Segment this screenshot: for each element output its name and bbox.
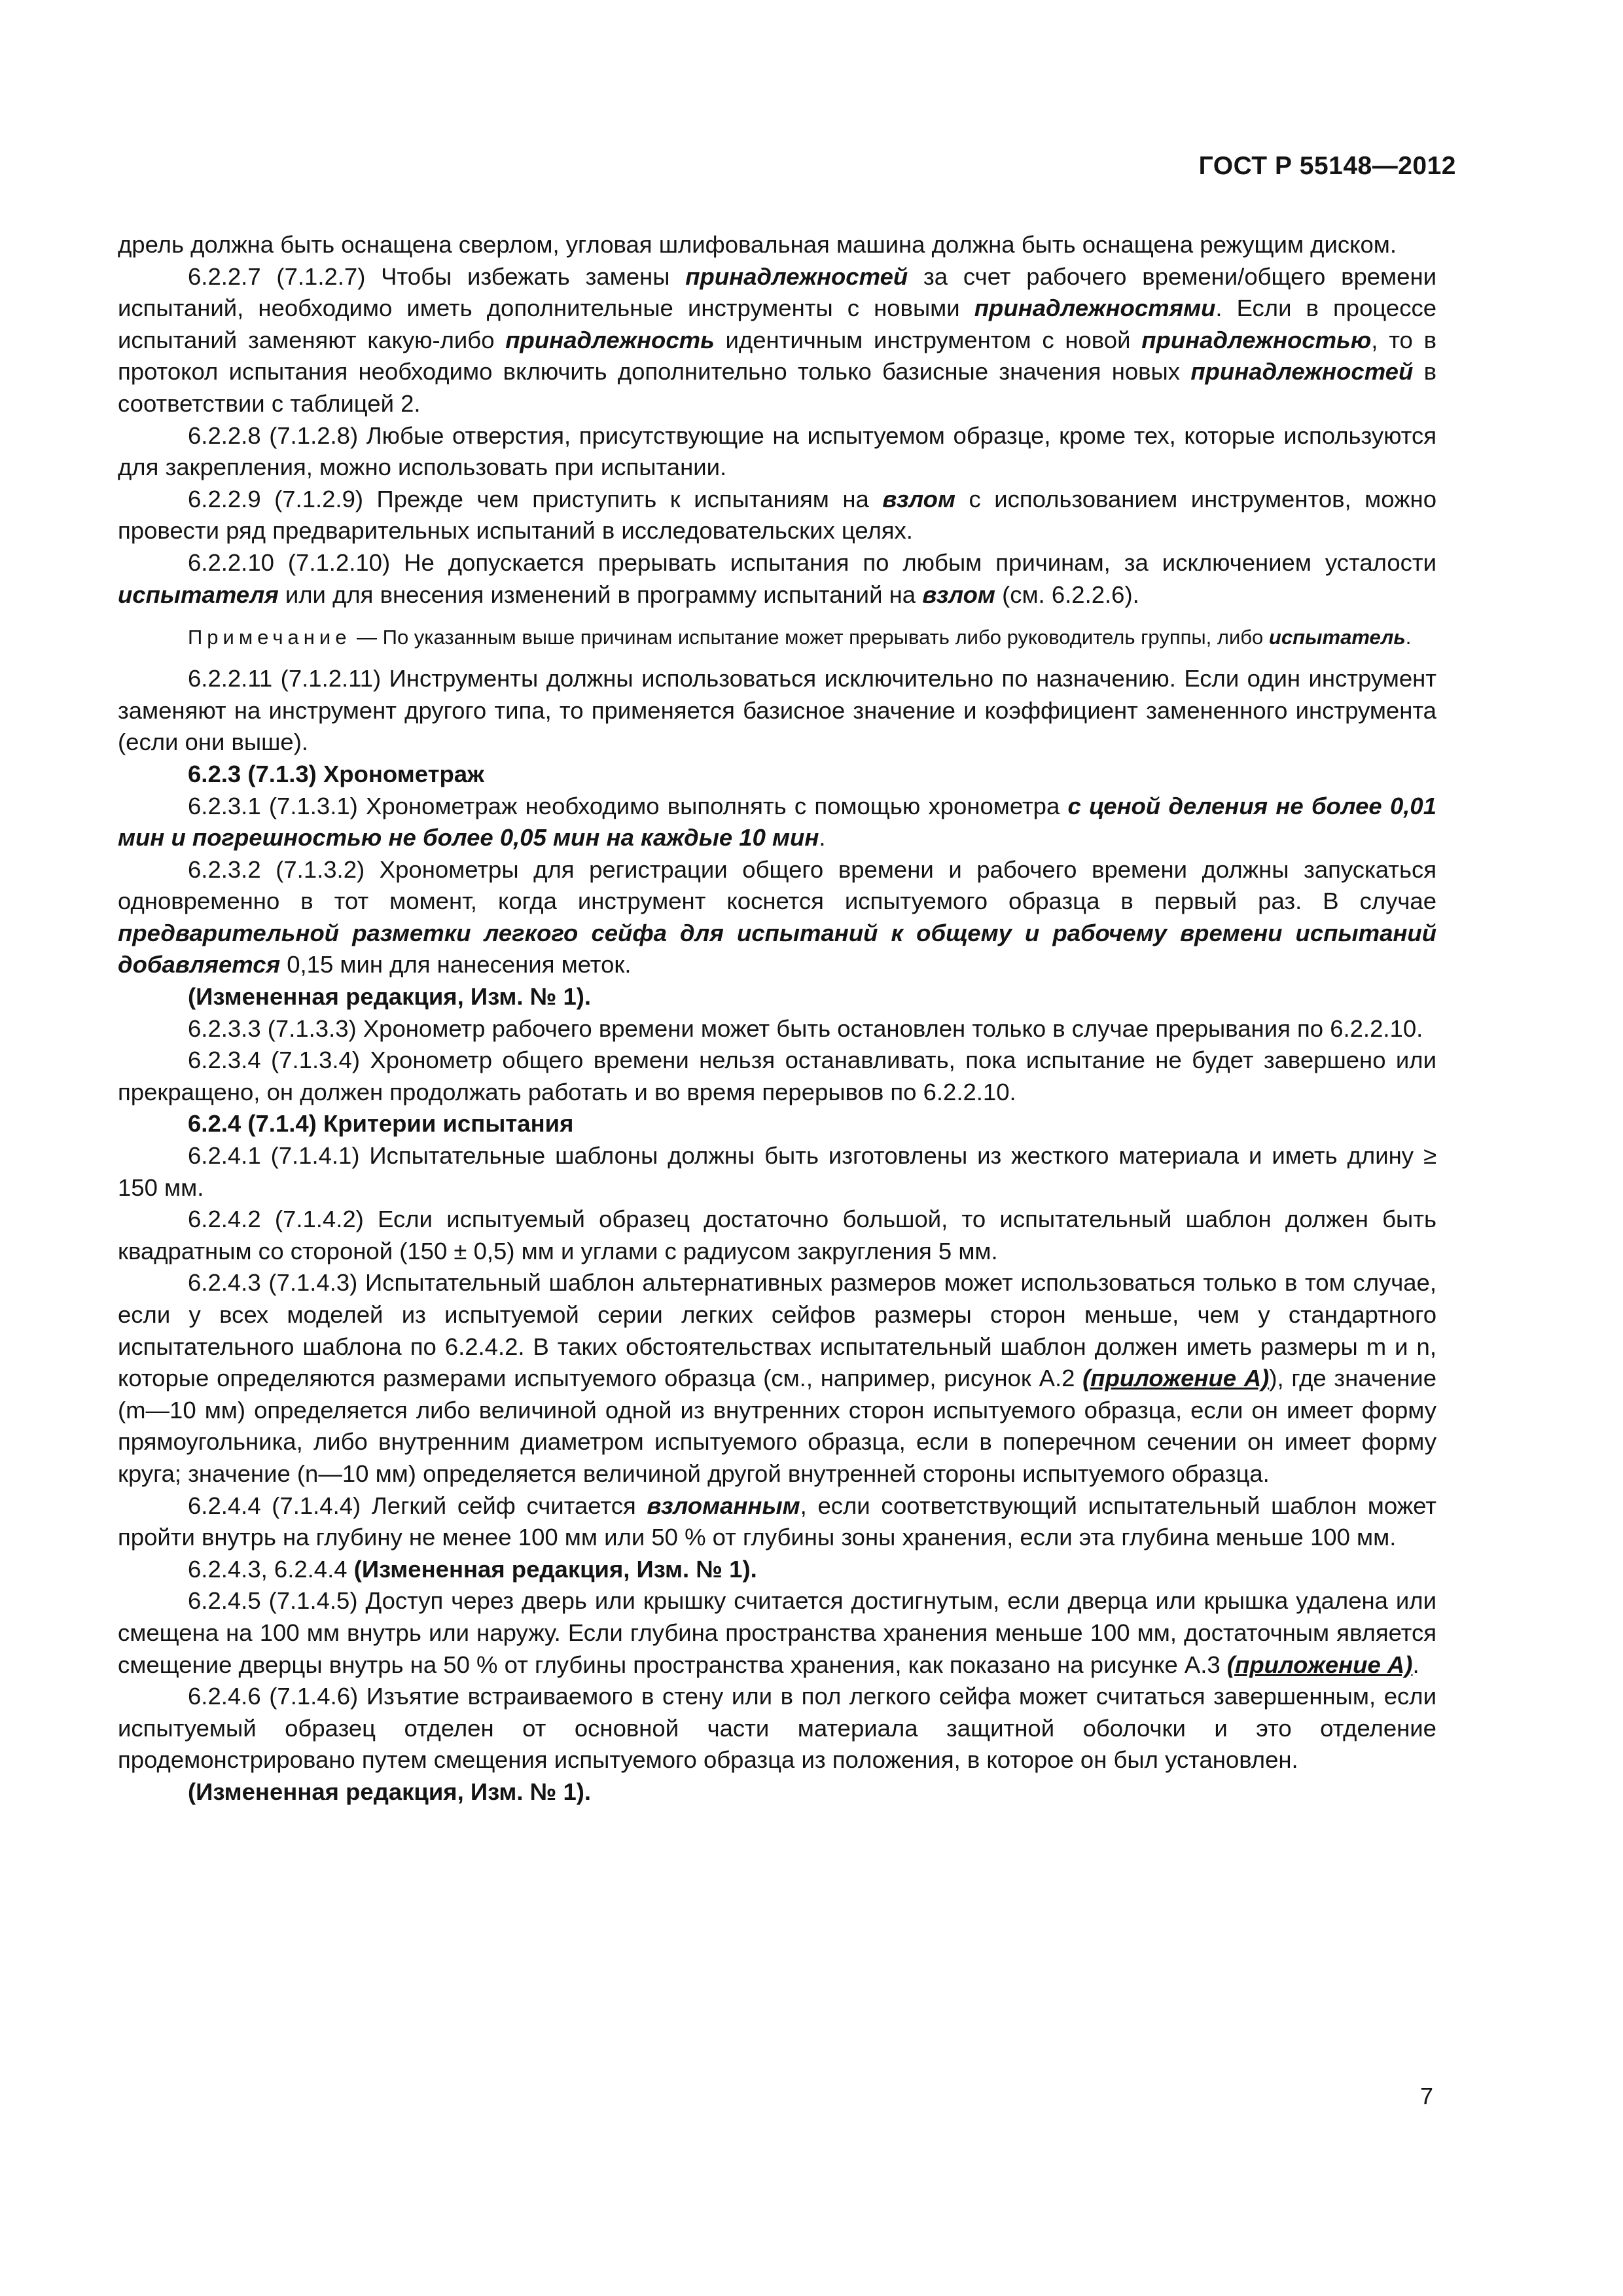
document-header: ГОСТ Р 55148—2012 (1198, 152, 1456, 180)
note: Примечание — По указанным выше причинам испытание может прерывать либо руководитель группы, либо испытатель. (188, 626, 1412, 649)
paragraph-6-2-4-3: 6.2.4.3 (7.1.4.3) Испытательный шаблон альтернативных размеров может использоваться только в том случае, если у всех моделей из испытуемой серии легких сейфов размеры сторон меньше, чем у стандартного испытательного шаблона по 6.2.4.2. В таких обстоятельствах испытательный шаблон должен иметь размеры m и n, которые определяются размерами испытуемого образца (см., например, рисунок А.2 (приложение А)), где значение (m—10 мм) определяется либо величиной одной из внутренних сторон испытуемого образца, если он имеет форму прямоугольника, либо внутренним диаметром испытуемого образца, если в поперечном сечении он имеет форму круга; значение (n—10 мм) определяется величиной другой внутренней стороны испытуемого образца. (118, 1269, 1436, 1487)
paragraph-6-2-4-4: 6.2.4.4 (7.1.4.4) Легкий сейф считается взломанным, если соответствующий испытательный шаблон может пройти внутрь на глубину не менее 100 мм или 50 % от глубины зоны хранения, если эта глубина меньше 100 мм. (118, 1492, 1436, 1551)
page-number: 7 (1419, 2083, 1433, 2109)
paragraph-6-2-3-4: 6.2.3.4 (7.1.3.4) Хронометр общего времени нельзя останавливать, пока испытание не будет завершено или прекращено, он должен продолжать работать и во время перерывов по 6.2.2.10. (118, 1047, 1436, 1105)
appendix-a-reference: (приложение А) (1082, 1365, 1270, 1392)
paragraph-6-2-3-2: 6.2.3.2 (7.1.3.2) Хронометры для регистрации общего времени и рабочего времени должны запускаться одновременно в тот момент, когда инструмент коснется испытуемого образца в первый раз. В случае предварительной разметки легкого сейфа для испытаний к общему и рабочему времени испытаний добавляется 0,15 мин для нанесения меток. (118, 855, 1436, 978)
document-body (118, 229, 1436, 1808)
paragraph-6-2-2-9: 6.2.2.9 (7.1.2.9) Прежде чем приступить к испытаниям на взлом с использованием инструментов, можно провести ряд предварительных испытаний в исследовательских целях. (118, 485, 1436, 545)
paragraph-6-2-4-6: 6.2.4.6 (7.1.4.6) Изъятие встраиваемого в стену или в пол легкого сейфа может считаться завершенным, если испытуемый образец отделен от основной части материала защитной оболочки и это отделение продемонстрировано путем смещения испытуемого образца из положения, в которое он был установлен. (118, 1683, 1436, 1774)
paragraph-6-2-3-1: 6.2.3.1 (7.1.3.1) Хронометраж необходимо выполнять с помощью хронометра с ценой деления не более 0,01 мин и погрешностью не более 0,05 мин на каждые 10 мин. (118, 792, 1436, 852)
paragraph-6-2-4-2: 6.2.4.2 (7.1.4.2) Если испытуемый образец достаточно большой, то испытательный шаблон должен быть квадратным со стороной (150 ± 0,5) мм и углами с радиусом закругления 5 мм. (118, 1206, 1436, 1265)
section-heading-6-2-3: 6.2.3 (7.1.3) Хронометраж (188, 760, 484, 787)
paragraph-6-2-2-10: 6.2.2.10 (7.1.2.10) Не допускается прерывать испытания по любым причинам, за исключением усталости испытателя или для внесения изменений в программу испытаний на взлом (см. 6.2.2.6). (118, 548, 1436, 608)
revision-note: 6.2.4.3, 6.2.4.4 (Измененная редакция, Изм. № 1). (188, 1555, 757, 1583)
appendix-a-reference: (приложение А) (1226, 1651, 1413, 1678)
paragraph: дрель должна быть оснащена сверлом, угловая шлифовальная машина должна быть оснащена режущим диском. (118, 231, 1397, 258)
paragraph-6-2-2-7: 6.2.2.7 (7.1.2.7) Чтобы избежать замены принадлежностей за счет рабочего времени/общего времени испытаний, необходимо иметь дополнительные инструменты с новыми принадлежностями. Если в процессе испытаний заменяют какую-либо принадлежность идентичным инструментом с новой принадлежностью, то в протокол испытания необходимо включить дополнительно только базисные значения новых принадлежностей в соответствии с таблицей 2. (118, 262, 1436, 417)
section-heading-6-2-4: 6.2.4 (7.1.4) Критерии испытания (188, 1110, 574, 1138)
revision-note: (Измененная редакция, Изм. № 1). (188, 1778, 592, 1805)
paragraph-6-2-3-3: 6.2.3.3 (7.1.3.3) Хронометр рабочего времени может быть остановлен только в случае прерывания по 6.2.2.10. (188, 1014, 1423, 1042)
revision-note: (Измененная редакция, Изм. № 1). (188, 983, 592, 1011)
paragraph-6-2-4-1: 6.2.4.1 (7.1.4.1) Испытательные шаблоны должны быть изготовлены из жесткого материала и иметь длину ≥ 150 мм. (118, 1142, 1436, 1201)
paragraph-6-2-4-5: 6.2.4.5 (7.1.4.5) Доступ через дверь или крышку считается достигнутым, если дверца или крышка удалена или смещена на 100 мм внутрь или наружу. Если глубина пространства хранения меньше 100 мм, достаточным является смещение дверцы внутрь на 50 % от глубины пространства хранения, как показано на рисунке А.3 (приложение А). (118, 1587, 1436, 1678)
note-label: Примечание (188, 626, 351, 649)
paragraph-6-2-2-8: 6.2.2.8 (7.1.2.8) Любые отверстия, присутствующие на испытуемом образце, кроме тех, которые используются для закрепления, можно использовать при испытании. (118, 422, 1436, 481)
paragraph-6-2-2-11: 6.2.2.11 (7.1.2.11) Инструменты должны использоваться исключительно по назначению. Если один инструмент заменяют на инструмент другого типа, то применяется базисное значение и коэффициент замененного инструмента (если они выше). (118, 665, 1436, 756)
